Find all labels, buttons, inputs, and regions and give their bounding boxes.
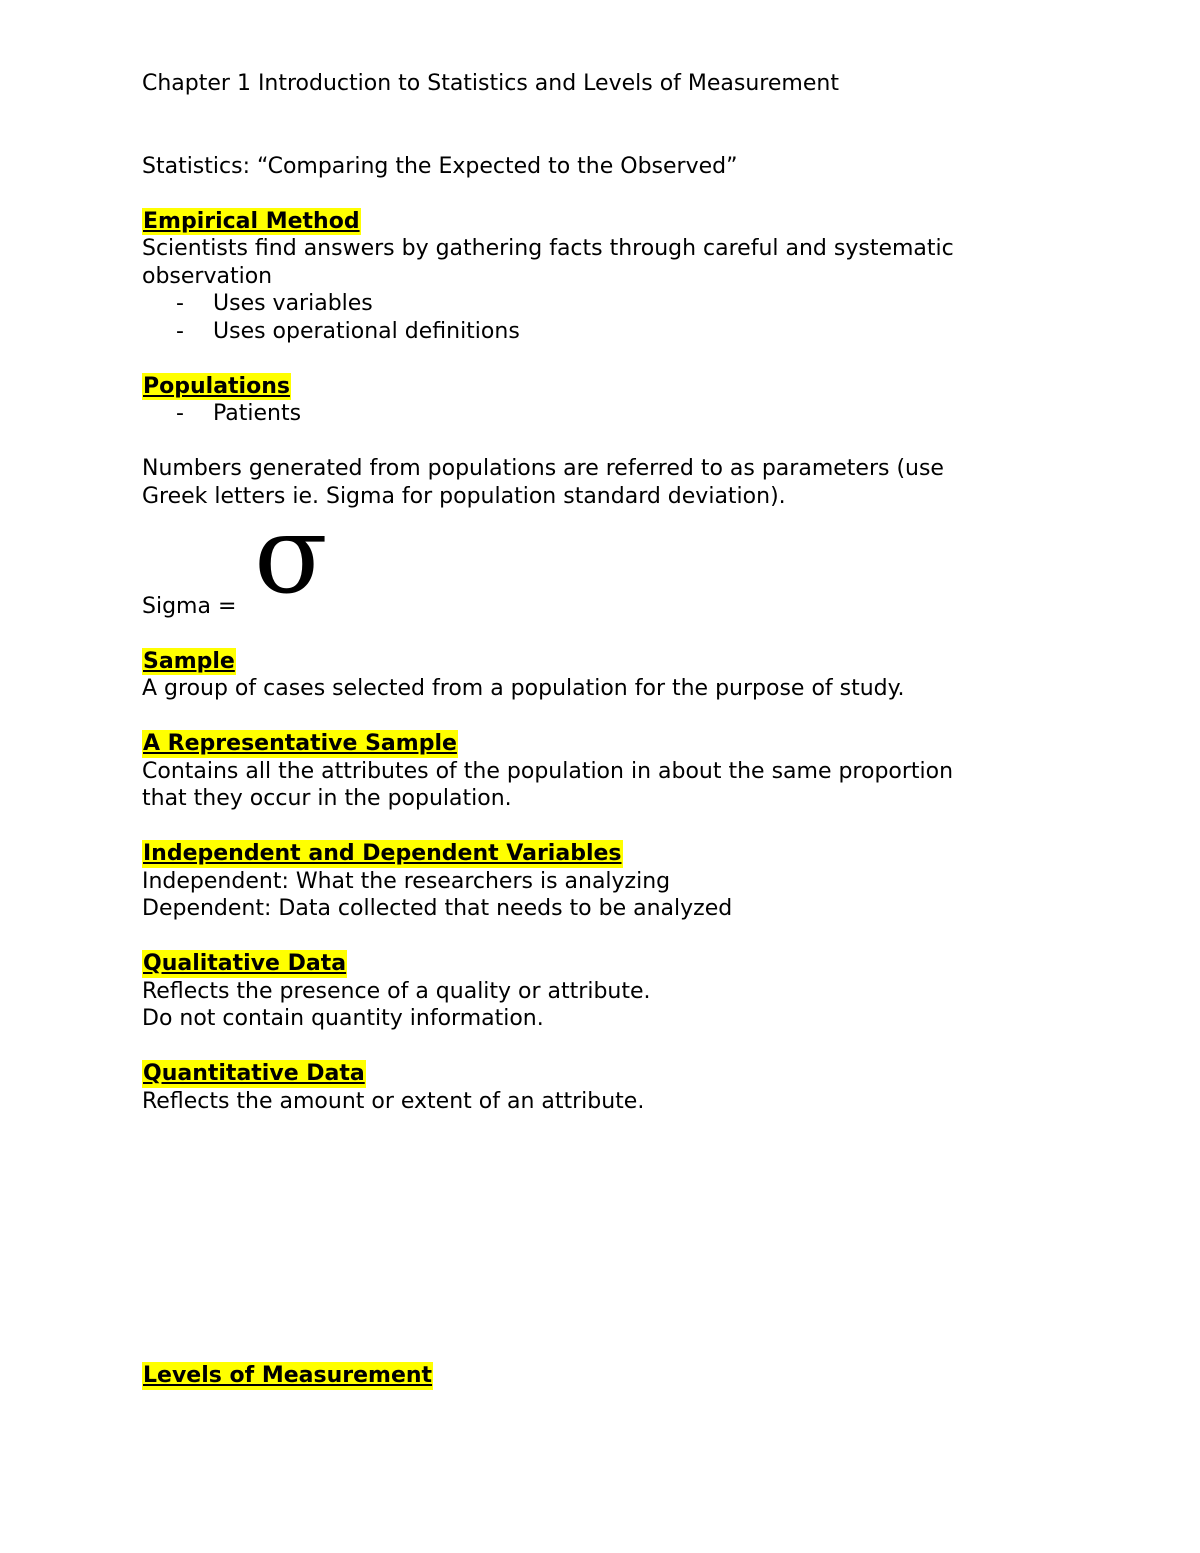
populations-bullet-1: Patients	[213, 401, 302, 426]
parameters-line1: Numbers generated from populations are referred to as parameters (use	[142, 456, 944, 481]
empirical-method-heading: Empirical Method	[143, 208, 360, 234]
representative-sample-line2: that they occur in the population.	[142, 786, 512, 811]
representative-sample-line1: Contains all the attributes of the population in about the same proportion	[142, 758, 954, 784]
qualitative-heading: Qualitative Data	[143, 951, 347, 976]
empirical-text-line1: Scientists find answers by gathering facts through careful and systematic	[142, 236, 954, 261]
independent-definition: Independent: What the researchers is analyzing	[142, 868, 671, 894]
bullet-dash: -	[176, 401, 184, 426]
list-item	[142, 400, 1042, 428]
quantitative-line1: Reflects the amount or extent of an attribute.	[142, 1088, 645, 1114]
populations-heading: Populations	[143, 373, 290, 399]
bullet-dash: -	[176, 291, 184, 316]
representative-sample-heading: A Representative Sample	[143, 731, 457, 756]
parameters-line2: Greek letters ie. Sigma for population standard deviation).	[142, 483, 786, 509]
list-item	[142, 290, 1042, 318]
sample-definition: A group of cases selected from a population for the purpose of study.	[142, 676, 905, 701]
dependent-definition: Dependent: Data collected that needs to be analyzed	[142, 896, 733, 921]
document-page	[142, 70, 1042, 1390]
empirical-bullet-1: Uses variables	[213, 291, 373, 316]
empirical-bullet-2: Uses operational definitions	[213, 318, 520, 344]
qualitative-line2: Do not contain quantity information.	[142, 1006, 544, 1031]
document-title: Chapter 1 Introduction to Statistics and Levels of Measurement	[142, 71, 839, 96]
list-item	[142, 318, 1042, 346]
levels-heading: Levels of Measurement	[143, 1363, 433, 1388]
statistics-definition: Statistics: “Comparing the Expected to the Observed”	[142, 153, 738, 179]
sample-heading: Sample	[143, 648, 235, 674]
quantitative-heading: Quantitative Data	[143, 1061, 365, 1086]
empirical-text-line2: observation	[142, 263, 273, 289]
qualitative-line1: Reflects the presence of a quality or attribute.	[142, 978, 651, 1004]
sigma-symbol: σ	[254, 493, 328, 618]
variables-heading: Independent and Dependent Variables	[143, 841, 622, 866]
bullet-dash: -	[176, 318, 184, 344]
sigma-label: Sigma =	[142, 593, 237, 619]
